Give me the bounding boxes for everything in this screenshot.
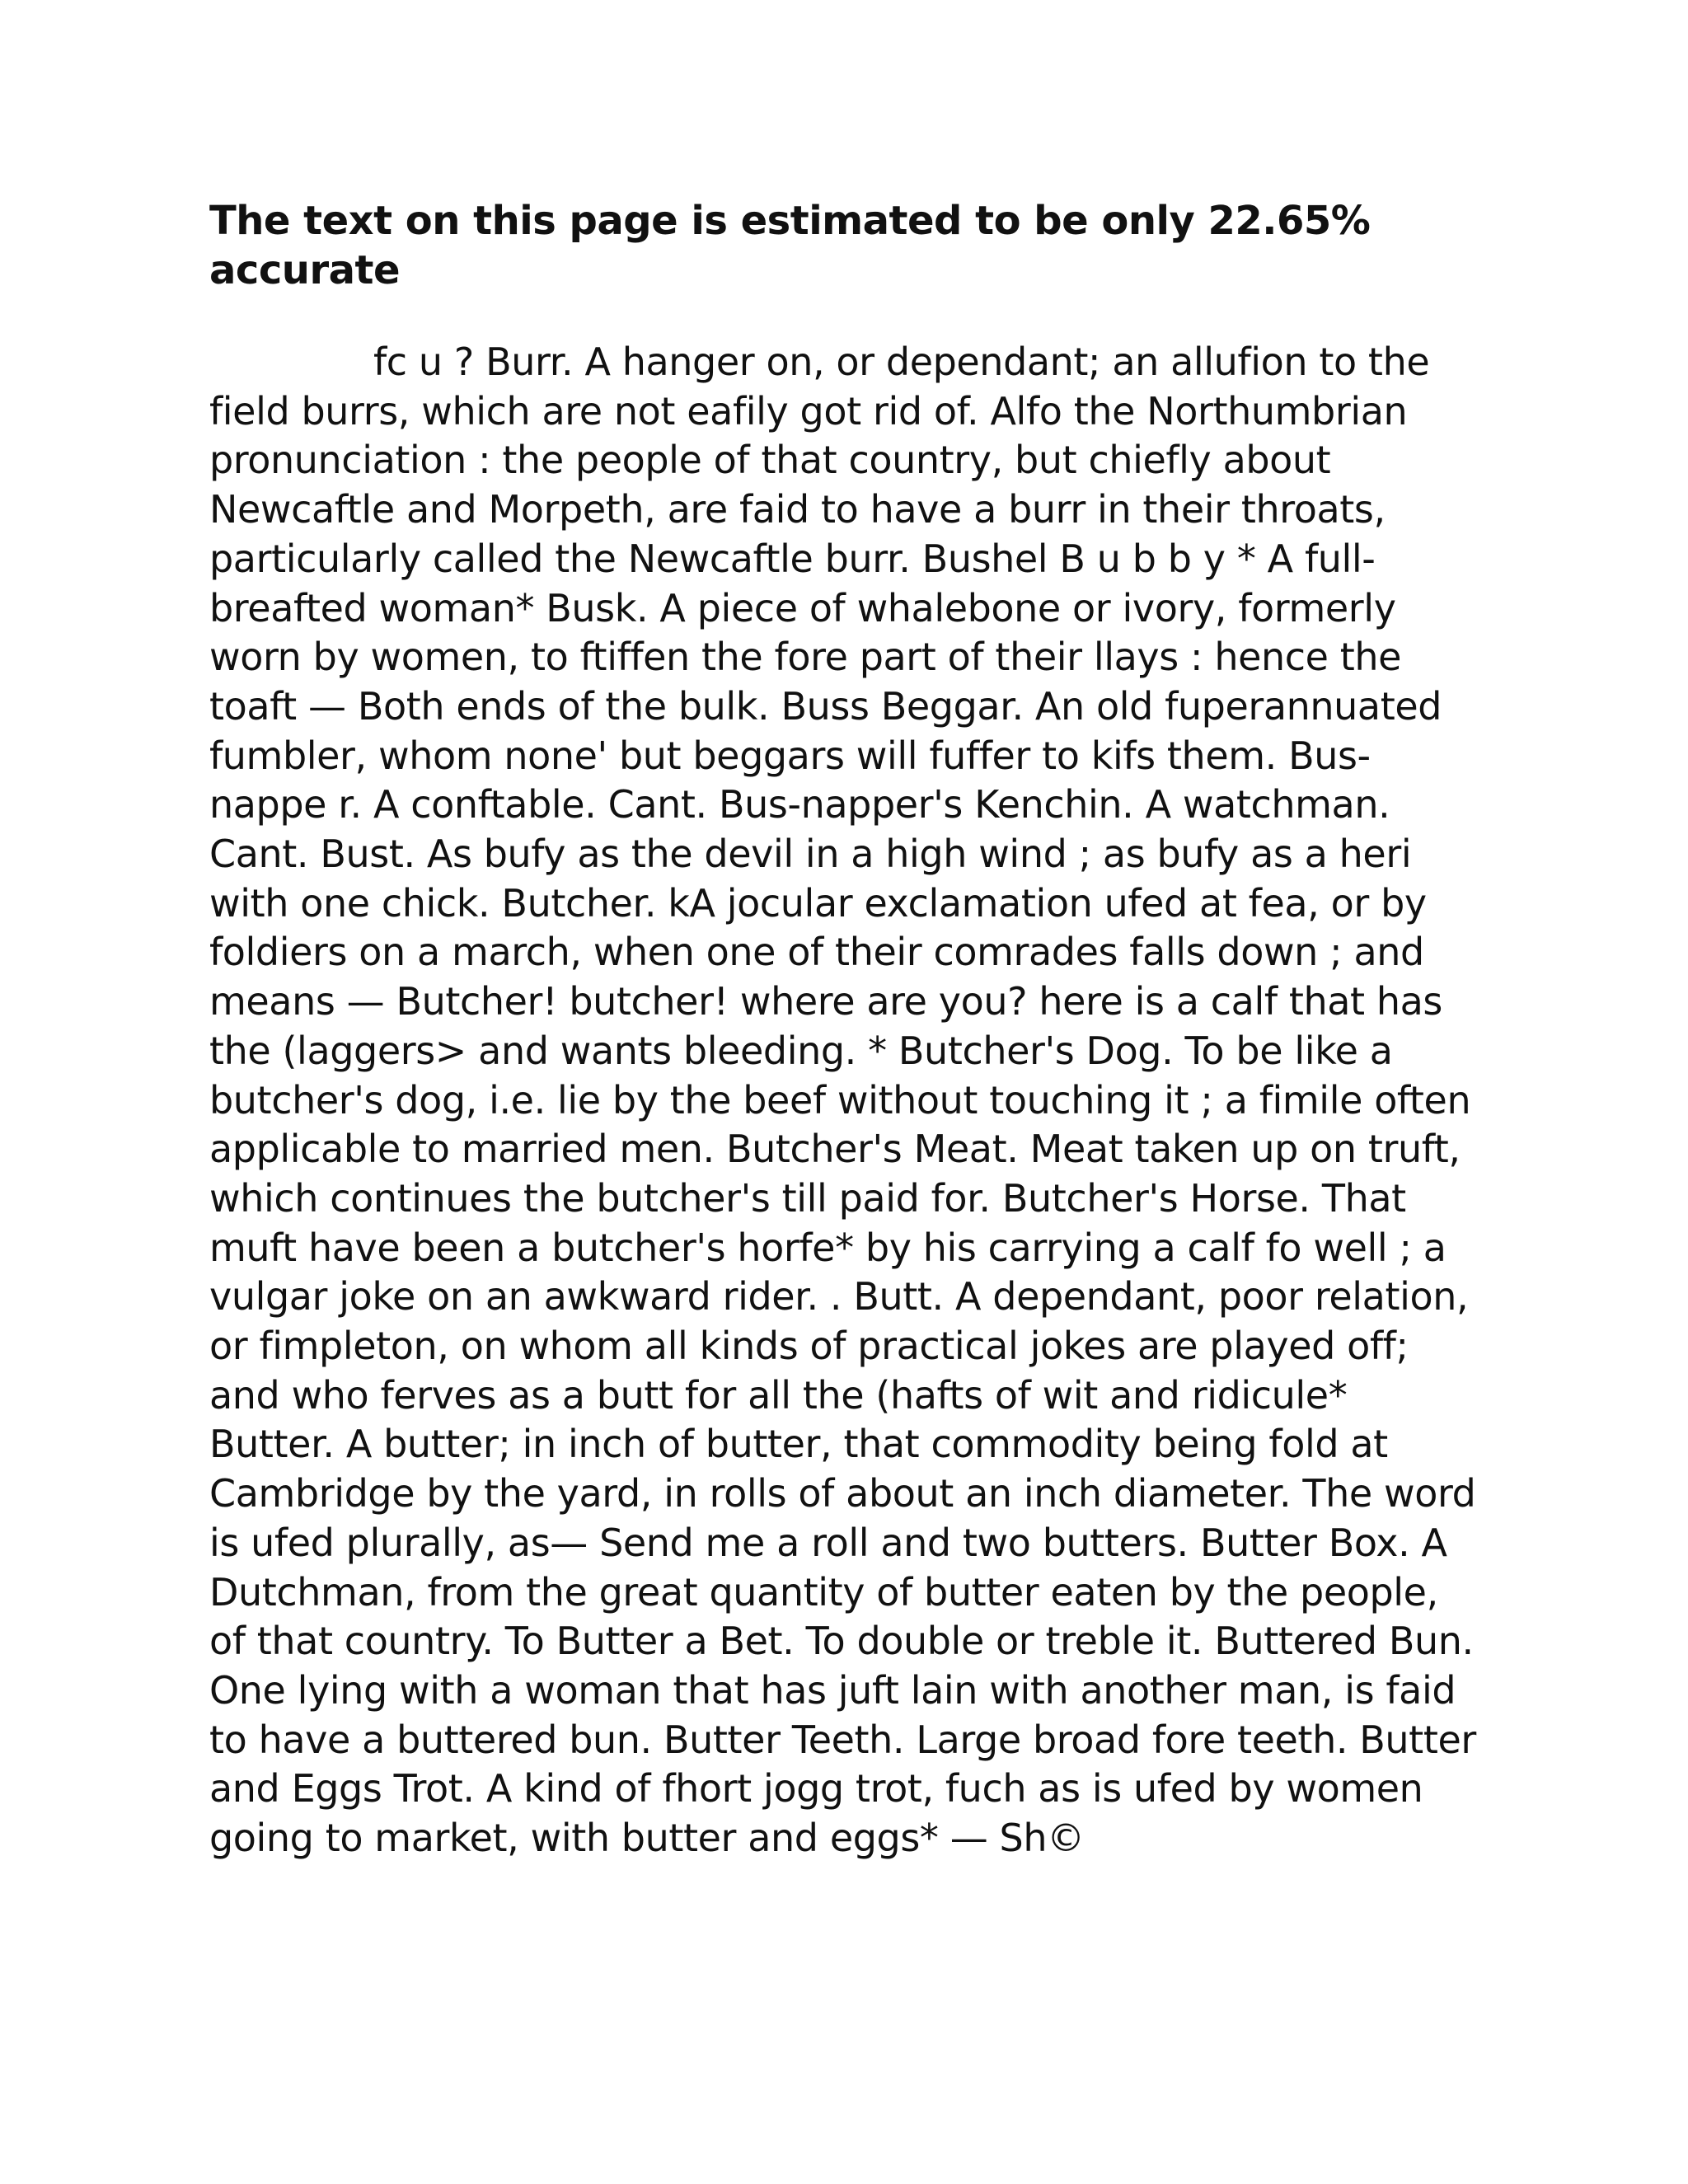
document-page <box>209 196 1479 1863</box>
ocr-body-text: fc u ? Burr. A hanger on, or dependant; an allufion to the field burrs, which are not eafily got rid of. Alfo the Northumbrian pronunciation : the people of that country, but chiefly about Newcaftle and Morpeth, are faid to have a burr in their throats, particularly called the Newcaftle burr. Bushel B u b b y * A full-breafted woman* Busk. A piece of whalebone or ivory, formerly worn by women, to ftiffen the fore part of their llays : hence the toaft — Both ends of the bulk. Buss Beggar. An old fuperannuated fumbler, whom none' but beggars will fuffer to kifs them. Bus- nappe r. A conftable. Cant. Bus-napper's Kenchin. A watchman. Cant. Bust. As bufy as the devil in a high wind ; as bufy as a heri with one chick. Butcher. kA jocular exclamation ufed at fea, or by foldiers on a march, when one of their comrades falls down ; and means — Butcher! butcher! where are you? here is a calf that has the (laggers> and wants bleeding. * Butcher's Dog. To be like a butcher's dog, i.e. lie by the beef without touching it ; a fimile often applicable to married men. Butcher's Meat. Meat taken up on truft, which continues the butcher's till paid for. Butcher's Horse. That muft have been a butcher's horfe* by his carrying a calf fo well ; a vulgar joke on an awkward rider. . Butt. A dependant, poor relation, or fimpleton, on whom all kinds of practical jokes are played off; and who ferves as a butt for all the (hafts of wit and ridicule* Butter. A butter; in inch of butter, that commodity being fold at Cambridge by the yard, in rolls of about an inch diameter. The word is ufed plurally, as— Send me a roll and two butters. Butter Box. A Dutchman, from the great quantity of butter eaten by the people, of that country. To Butter a Bet. To double or treble it. Buttered Bun. One lying with a woman that has juft lain with another man, is faid to have a buttered bun. Butter Teeth. Large broad fore teeth. Butter and Eggs Trot. A kind of fhort jogg trot, fuch as is ufed by women going to market, with butter and eggs* — Sh© <box>209 340 1476 1861</box>
accuracy-heading: The text on this page is estimated to be only 22.65% accurate <box>209 198 1371 293</box>
